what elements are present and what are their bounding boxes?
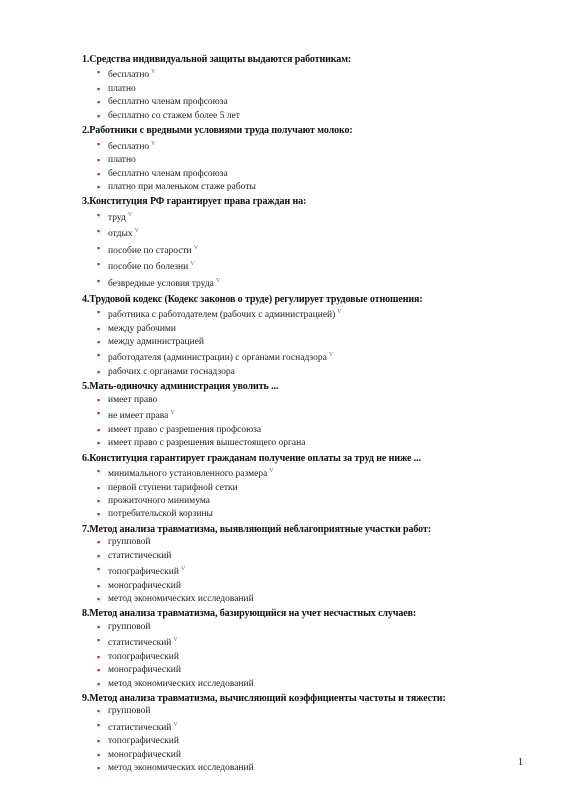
answer-item: [97, 762, 522, 775]
bullet-icon: ▪: [97, 366, 101, 377]
check-mark: V: [193, 244, 198, 251]
question-title: 8.Метод анализа травматизма, базирующийся на учет несчастных случаев:: [82, 608, 417, 620]
answer-text: имеет право с разрешения вышестоящего органа: [108, 438, 306, 449]
answer-list: [82, 465, 522, 522]
answer-text: платно: [108, 83, 136, 94]
bullet-icon: ▪: [97, 226, 101, 237]
answer-item: [97, 735, 522, 748]
answer-text: групповой: [108, 537, 151, 548]
bullet-icon: ▪: [97, 706, 101, 717]
answer-text: групповой: [108, 706, 151, 717]
answer-item: [97, 719, 522, 736]
bullet-icon: ▪: [97, 438, 101, 449]
bullet-icon: ▪: [97, 621, 101, 632]
answer-item: [97, 225, 522, 242]
bullet-icon: ▪: [97, 209, 101, 220]
check-mark: V: [173, 637, 178, 644]
bullet-icon: ▪: [97, 593, 101, 604]
bullet-icon: ▪: [97, 97, 101, 108]
answer-text: имеет право с разрешения профсоюза: [108, 424, 262, 435]
answer-list: [82, 705, 522, 775]
bullet-icon: ▪: [97, 424, 101, 435]
question-title: 9.Метод анализа травматизма, вычисляющий коэффициенты частоты и тяжести:: [82, 692, 446, 704]
bullet-icon: ▪: [97, 465, 101, 476]
bullet-icon: ▪: [97, 155, 101, 166]
check-mark: V: [180, 565, 186, 572]
answer-text: бесплатно членам профсоюза: [108, 168, 228, 179]
question-block: [82, 692, 522, 776]
answer-text: бесплатно: [108, 141, 150, 152]
check-mark: V: [127, 211, 133, 218]
answer-text: минимального установленного размера: [108, 469, 268, 480]
question-list: [82, 53, 522, 777]
answer-text: монографический: [108, 580, 181, 591]
bullet-icon: ▪: [97, 83, 101, 94]
answer-text: работника с работодателем (рабочих с администрацией): [108, 310, 336, 321]
check-mark: V: [151, 140, 156, 147]
bullet-icon: ▪: [97, 665, 101, 676]
bullet-icon: ▪: [97, 242, 101, 253]
bullet-icon: ▪: [97, 719, 101, 730]
answer-text: первой ступени тарифной сетки: [108, 482, 238, 493]
question-title: 6.Конституция гарантирует гражданам получение оплаты за труд не ниже ...: [82, 452, 421, 464]
check-mark: V: [190, 261, 195, 268]
answer-item: [97, 336, 522, 349]
answer-text: бесплатно со стажем более 5 лет: [108, 110, 240, 121]
answer-list: [82, 394, 522, 451]
answer-item: [97, 508, 522, 521]
bullet-icon: ▪: [97, 350, 101, 361]
answer-text: платно при маленьком стаже работы: [108, 181, 256, 192]
answer-text: монографический: [108, 665, 181, 676]
answer-item: [97, 580, 522, 593]
answer-text: между рабочими: [108, 323, 177, 334]
answer-item: [97, 275, 522, 292]
question-block: [82, 124, 522, 194]
answer-item: [97, 678, 522, 691]
bullet-icon: ▪: [97, 67, 101, 78]
answer-item: [97, 536, 522, 549]
answer-item: [97, 96, 522, 109]
check-mark: V: [170, 410, 175, 417]
answer-text: топографический: [108, 567, 179, 578]
answer-item: [97, 664, 522, 677]
bullet-icon: ▪: [97, 537, 101, 548]
question-block: [82, 607, 522, 691]
bullet-icon: ▪: [97, 482, 101, 493]
bullet-icon: ▪: [97, 678, 101, 689]
answer-item: [97, 66, 522, 83]
bullet-icon: ▪: [97, 495, 101, 506]
answer-item: [97, 482, 522, 495]
answer-item: [97, 563, 522, 580]
question-title: 4.Трудовой кодекс (Кодекс законов о труде) регулирует трудовые отношения:: [82, 293, 423, 305]
answer-item: [97, 394, 522, 407]
answer-text: статистический: [108, 550, 172, 561]
bullet-icon: ▪: [97, 307, 101, 317]
bullet-icon: ▪: [97, 580, 101, 591]
question-block: [82, 452, 522, 522]
answer-item: [97, 705, 522, 718]
check-mark: V: [215, 278, 221, 285]
answer-text: пособие по болезни: [108, 262, 189, 273]
bullet-icon: ▪: [97, 563, 101, 574]
answer-text: прожиточного минимума: [108, 495, 210, 506]
answer-text: метод экономических исследований: [108, 593, 254, 604]
answer-text: между администрацией: [108, 336, 204, 347]
answer-item: [97, 407, 522, 424]
answer-item: [97, 749, 522, 762]
question-title: 1.Средства индивидуальной защиты выдаются работникам:: [82, 54, 352, 65]
bullet-icon: ▪: [97, 763, 101, 774]
answer-text: метод экономических исследований: [108, 678, 254, 689]
answer-text: работодателя (администрации) с органами госнадзора: [108, 353, 327, 364]
question-title: 5.Мать-одиночку администрация уволить ...: [82, 381, 279, 393]
answer-text: статистический: [108, 638, 172, 649]
answer-item: [97, 437, 522, 450]
answer-text: статистический: [108, 722, 172, 733]
answer-item: [97, 209, 522, 226]
check-mark: V: [337, 309, 342, 315]
answer-list: [82, 621, 522, 691]
answer-list: [82, 138, 522, 195]
answer-item: [97, 138, 522, 155]
bullet-icon: ▪: [97, 168, 101, 179]
bullet-icon: ▪: [97, 509, 101, 520]
answer-item: [97, 621, 522, 634]
page-number: 1: [518, 757, 523, 768]
check-mark: V: [173, 721, 178, 728]
answer-item: [97, 634, 522, 651]
answer-list: [82, 306, 522, 379]
question-block: [82, 53, 522, 123]
answer-item: [97, 424, 522, 437]
answer-item: [97, 258, 522, 275]
answer-text: платно: [108, 155, 136, 166]
answer-list: [82, 536, 522, 606]
answer-text: пособие по старости: [108, 246, 192, 257]
answer-text: топографический: [108, 736, 179, 747]
answer-text: рабочих с органами госнадзора: [108, 366, 235, 377]
question-block: [82, 380, 522, 450]
answer-list: [82, 209, 522, 292]
bullet-icon: ▪: [97, 138, 101, 149]
answer-text: труд: [108, 212, 126, 223]
bullet-icon: ▪: [97, 736, 101, 747]
check-mark: V: [151, 69, 156, 76]
question-title: 3.Конституция РФ гарантирует права граждан на:: [82, 196, 307, 208]
answer-item: [97, 495, 522, 508]
answer-item: [97, 323, 522, 336]
bullet-icon: ▪: [97, 181, 101, 192]
bullet-icon: ▪: [97, 749, 101, 760]
answer-text: не имеет права: [108, 411, 169, 422]
question-title: 7.Метод анализа травматизма, выявляющий неблагоприятные участки работ:: [82, 523, 431, 535]
answer-text: топографический: [108, 651, 179, 662]
bullet-icon: ▪: [97, 110, 101, 121]
answer-text: групповой: [108, 621, 151, 632]
bullet-icon: ▪: [97, 408, 101, 419]
answer-item: [97, 83, 522, 96]
bullet-icon: ▪: [97, 550, 101, 561]
bullet-icon: ▪: [97, 323, 101, 334]
question-block: [82, 523, 522, 607]
answer-item: [97, 651, 522, 664]
answer-text: метод экономических исследований: [108, 763, 254, 774]
answer-item: [97, 366, 522, 379]
answer-item: [97, 110, 522, 123]
check-mark: V: [269, 467, 274, 474]
answer-text: монографический: [108, 749, 181, 760]
check-mark: V: [328, 352, 334, 359]
bullet-icon: ▪: [97, 635, 101, 646]
answer-list: [82, 66, 522, 123]
answer-text: бесплатно членам профсоюза: [108, 97, 228, 108]
answer-text: имеет право: [108, 394, 158, 405]
check-mark: V: [134, 228, 139, 235]
bullet-icon: ▪: [97, 259, 101, 270]
answer-item: [97, 593, 522, 606]
answer-item: [97, 242, 522, 259]
answer-item: [97, 550, 522, 563]
answer-text: потребительской корзины: [108, 509, 213, 520]
answer-text: отдых: [108, 229, 133, 240]
answer-text: безвредные условия труда: [108, 279, 214, 290]
answer-item: [97, 306, 522, 323]
answer-item: [97, 154, 522, 167]
question-block: [82, 195, 522, 291]
bullet-icon: ▪: [97, 394, 101, 405]
answer-item: [97, 168, 522, 181]
answer-item: [97, 349, 522, 366]
bullet-icon: ▪: [97, 651, 101, 662]
bullet-icon: ▪: [97, 336, 101, 347]
bullet-icon: ▪: [97, 276, 101, 287]
answer-text: бесплатно: [108, 70, 150, 81]
answer-item: [97, 465, 522, 482]
question-title: 2.Работники с вредными условиями труда получают молоко:: [82, 125, 353, 137]
question-block: [82, 293, 522, 380]
answer-item: [97, 181, 522, 194]
